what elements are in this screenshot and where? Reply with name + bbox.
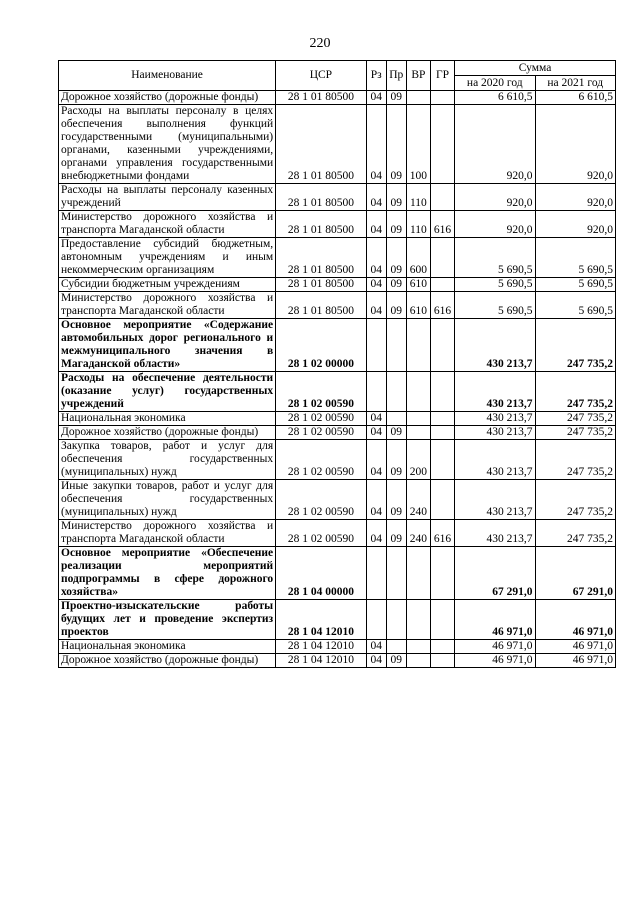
row-pr: 09 <box>386 520 406 547</box>
header-pr: Пр <box>386 61 406 91</box>
row-pr: 09 <box>386 480 406 520</box>
row-sum-2021: 920,0 <box>535 105 616 184</box>
row-pr: 09 <box>386 426 406 440</box>
row-sum-2021: 46 971,0 <box>535 600 616 640</box>
row-vr: 610 <box>406 292 430 319</box>
row-pr: 09 <box>386 654 406 668</box>
row-sum-2021: 46 971,0 <box>535 654 616 668</box>
row-vr <box>406 412 430 426</box>
row-gr: 616 <box>430 520 454 547</box>
row-gr <box>430 105 454 184</box>
row-sum-2021: 247 735,2 <box>535 480 616 520</box>
row-rz: 04 <box>366 412 386 426</box>
row-sum-2020: 5 690,5 <box>455 292 535 319</box>
row-csr: 28 1 01 80500 <box>276 91 366 105</box>
table-row <box>59 238 616 278</box>
row-sum-2020: 430 213,7 <box>455 440 535 480</box>
row-name: Субсидии бюджетным учреждениям <box>59 278 276 292</box>
row-sum-2020: 5 690,5 <box>455 238 535 278</box>
row-rz <box>366 319 386 372</box>
row-sum-2020: 920,0 <box>455 211 535 238</box>
row-csr: 28 1 01 80500 <box>276 105 366 184</box>
table-row <box>59 547 616 600</box>
row-rz: 04 <box>366 292 386 319</box>
row-sum-2021: 67 291,0 <box>535 547 616 600</box>
row-rz: 04 <box>366 520 386 547</box>
row-pr: 09 <box>386 238 406 278</box>
row-sum-2020: 46 971,0 <box>455 654 535 668</box>
row-csr: 28 1 04 12010 <box>276 654 366 668</box>
row-vr <box>406 547 430 600</box>
row-vr <box>406 319 430 372</box>
row-gr <box>430 547 454 600</box>
row-sum-2020: 67 291,0 <box>455 547 535 600</box>
row-rz: 04 <box>366 105 386 184</box>
row-csr: 28 1 04 12010 <box>276 640 366 654</box>
row-name: Основное мероприятие «Обеспечение реализации мероприятий подпрограммы в сфере дорожного хозяйства» <box>59 547 276 600</box>
row-gr <box>430 412 454 426</box>
table-row <box>59 105 616 184</box>
row-sum-2020: 46 971,0 <box>455 640 535 654</box>
row-csr: 28 1 01 80500 <box>276 211 366 238</box>
row-vr <box>406 640 430 654</box>
row-vr <box>406 372 430 412</box>
row-csr: 28 1 01 80500 <box>276 184 366 211</box>
row-vr: 600 <box>406 238 430 278</box>
row-name: Министерство дорожного хозяйства и транспорта Магаданской области <box>59 211 276 238</box>
table-row <box>59 412 616 426</box>
row-rz <box>366 372 386 412</box>
row-sum-2021: 5 690,5 <box>535 238 616 278</box>
row-pr <box>386 372 406 412</box>
header-name: Наименование <box>59 61 276 91</box>
row-pr <box>386 412 406 426</box>
table-row <box>59 600 616 640</box>
row-pr <box>386 600 406 640</box>
row-gr <box>430 278 454 292</box>
row-csr: 28 1 02 00590 <box>276 440 366 480</box>
row-gr <box>430 426 454 440</box>
table-body <box>59 91 616 668</box>
page-number: 220 <box>309 36 331 51</box>
header-year-2021: на 2021 год <box>535 76 616 91</box>
row-pr: 09 <box>386 292 406 319</box>
row-rz: 04 <box>366 640 386 654</box>
row-pr: 09 <box>386 184 406 211</box>
row-name: Предоставление субсидий бюджетным, автономным учреждениям и иным некоммерческим организациям <box>59 238 276 278</box>
row-rz: 04 <box>366 278 386 292</box>
row-gr <box>430 91 454 105</box>
row-csr: 28 1 02 00590 <box>276 426 366 440</box>
row-rz: 04 <box>366 211 386 238</box>
row-sum-2020: 430 213,7 <box>455 520 535 547</box>
row-gr: 616 <box>430 211 454 238</box>
row-sum-2020: 6 610,5 <box>455 91 535 105</box>
row-rz: 04 <box>366 238 386 278</box>
table-row <box>59 520 616 547</box>
row-name: Иные закупки товаров, работ и услуг для обеспечения государственных (муниципальных) нужд <box>59 480 276 520</box>
row-gr <box>430 440 454 480</box>
row-vr: 240 <box>406 480 430 520</box>
table-row <box>59 91 616 105</box>
row-vr <box>406 91 430 105</box>
row-csr: 28 1 01 80500 <box>276 278 366 292</box>
row-name: Расходы на обеспечение деятельности (оказание услуг) государственных учреждений <box>59 372 276 412</box>
row-vr <box>406 600 430 640</box>
row-pr: 09 <box>386 91 406 105</box>
row-rz: 04 <box>366 480 386 520</box>
row-pr: 09 <box>386 440 406 480</box>
table-row <box>59 480 616 520</box>
header-gr: ГР <box>430 61 454 91</box>
row-sum-2021: 247 735,2 <box>535 412 616 426</box>
row-csr: 28 1 04 00000 <box>276 547 366 600</box>
row-rz: 04 <box>366 440 386 480</box>
row-sum-2020: 920,0 <box>455 105 535 184</box>
row-pr: 09 <box>386 278 406 292</box>
row-sum-2021: 6 610,5 <box>535 91 616 105</box>
row-name: Национальная экономика <box>59 412 276 426</box>
row-csr: 28 1 01 80500 <box>276 238 366 278</box>
row-pr <box>386 547 406 600</box>
row-sum-2021: 920,0 <box>535 211 616 238</box>
row-pr: 09 <box>386 211 406 238</box>
row-sum-2020: 920,0 <box>455 184 535 211</box>
row-gr <box>430 600 454 640</box>
row-pr <box>386 319 406 372</box>
row-csr: 28 1 01 80500 <box>276 292 366 319</box>
row-csr: 28 1 02 00590 <box>276 412 366 426</box>
table-row <box>59 278 616 292</box>
row-csr: 28 1 02 00000 <box>276 319 366 372</box>
header-csr: ЦСР <box>276 61 366 91</box>
row-sum-2021: 920,0 <box>535 184 616 211</box>
row-gr <box>430 640 454 654</box>
row-gr: 616 <box>430 292 454 319</box>
row-rz: 04 <box>366 654 386 668</box>
row-sum-2021: 247 735,2 <box>535 372 616 412</box>
header-row <box>59 61 616 76</box>
row-vr: 110 <box>406 184 430 211</box>
header-sum: Сумма <box>455 61 616 76</box>
row-name: Проектно-изыскательские работы будущих лет и проведение экспертиз проектов <box>59 600 276 640</box>
table-row <box>59 426 616 440</box>
row-gr <box>430 238 454 278</box>
row-rz <box>366 547 386 600</box>
row-sum-2020: 430 213,7 <box>455 426 535 440</box>
row-csr: 28 1 02 00590 <box>276 372 366 412</box>
row-rz <box>366 600 386 640</box>
row-sum-2020: 430 213,7 <box>455 480 535 520</box>
table-row <box>59 640 616 654</box>
table-row <box>59 440 616 480</box>
row-vr: 110 <box>406 211 430 238</box>
row-sum-2021: 247 735,2 <box>535 426 616 440</box>
row-name: Основное мероприятие «Содержание автомобильных дорог регионального и межмуниципального значения в Магаданской области» <box>59 319 276 372</box>
row-sum-2020: 430 213,7 <box>455 412 535 426</box>
row-name: Расходы на выплаты персоналу в целях обеспечения выполнения функций государственными (муниципальными) органами, казенными учреждениями, органами управления государственными внебюджетными фондами <box>59 105 276 184</box>
row-sum-2021: 247 735,2 <box>535 440 616 480</box>
row-name: Расходы на выплаты персоналу казенных учреждений <box>59 184 276 211</box>
table-row <box>59 292 616 319</box>
row-gr <box>430 654 454 668</box>
row-vr <box>406 654 430 668</box>
row-sum-2021: 5 690,5 <box>535 278 616 292</box>
table-row <box>59 211 616 238</box>
row-sum-2021: 247 735,2 <box>535 520 616 547</box>
row-vr: 610 <box>406 278 430 292</box>
row-rz: 04 <box>366 91 386 105</box>
table-row <box>59 372 616 412</box>
row-sum-2021: 46 971,0 <box>535 640 616 654</box>
row-name: Дорожное хозяйство (дорожные фонды) <box>59 426 276 440</box>
table-row <box>59 184 616 211</box>
row-pr <box>386 640 406 654</box>
row-vr: 200 <box>406 440 430 480</box>
row-name: Министерство дорожного хозяйства и транспорта Магаданской области <box>59 520 276 547</box>
row-sum-2021: 5 690,5 <box>535 292 616 319</box>
row-name: Дорожное хозяйство (дорожные фонды) <box>59 654 276 668</box>
row-vr: 240 <box>406 520 430 547</box>
row-sum-2021: 247 735,2 <box>535 319 616 372</box>
row-sum-2020: 46 971,0 <box>455 600 535 640</box>
row-gr <box>430 184 454 211</box>
row-sum-2020: 430 213,7 <box>455 319 535 372</box>
row-name: Закупка товаров, работ и услуг для обеспечения государственных (муниципальных) нужд <box>59 440 276 480</box>
budget-table <box>58 60 616 668</box>
row-vr <box>406 426 430 440</box>
row-gr <box>430 480 454 520</box>
row-csr: 28 1 04 12010 <box>276 600 366 640</box>
header-vr: ВР <box>406 61 430 91</box>
row-csr: 28 1 02 00590 <box>276 480 366 520</box>
row-name: Национальная экономика <box>59 640 276 654</box>
row-pr: 09 <box>386 105 406 184</box>
row-rz: 04 <box>366 426 386 440</box>
row-rz: 04 <box>366 184 386 211</box>
row-vr: 100 <box>406 105 430 184</box>
row-csr: 28 1 02 00590 <box>276 520 366 547</box>
row-gr <box>430 372 454 412</box>
row-gr <box>430 319 454 372</box>
header-year-2020: на 2020 год <box>455 76 535 91</box>
row-sum-2020: 430 213,7 <box>455 372 535 412</box>
header-rz: Рз <box>366 61 386 91</box>
table-row <box>59 319 616 372</box>
row-sum-2020: 5 690,5 <box>455 278 535 292</box>
table-row <box>59 654 616 668</box>
row-name: Дорожное хозяйство (дорожные фонды) <box>59 91 276 105</box>
row-name: Министерство дорожного хозяйства и транспорта Магаданской области <box>59 292 276 319</box>
